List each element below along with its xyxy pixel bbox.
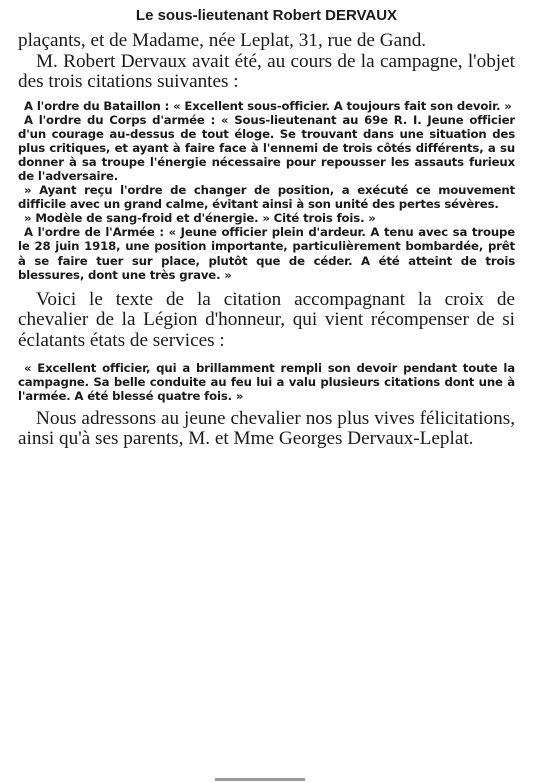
intro-paragraph-2: M. Robert Dervaux avait été, au cours de la campagne, l'objet des trois citations suivantes : — [18, 50, 515, 92]
closing-paragraph: Nous adressons au jeune chevalier nos plus vives félicitations, ainsi qu'à ses parents, M. et Mme Georges Dervaux-Leplat. — [18, 407, 515, 449]
citation-armee: A l'ordre de l'Armée : « Jeune officier plein d'ardeur. A tenu avec sa troupe le 28 juin 1918, une position importante, particulièrement bombardée, prêt à se faire tuer sur place, plutôt que de céder. A été atteint de trois blessures, dont une très grave. » — [18, 225, 515, 282]
citation-bataillon: A l'ordre du Bataillon : « Excellent sous-officier. A toujours fait son devoir. » — [24, 98, 512, 113]
legion-citation: « Excellent officier, qui a brillamment rempli son devoir pendant toute la campagne. Sa belle conduite au feu lui a valu plusieurs citations dont une à l'armée. A été blessé quatre fois. » — [18, 361, 515, 404]
legion-intro-paragraph: Voici le texte de la citation accompagnant la croix de chevalier de la Légion d'honneur, qui vient récompenser de si éclatants états de services : — [18, 288, 515, 351]
bottom-divider — [215, 778, 305, 781]
citations-list — [18, 99, 515, 282]
citation-corps-armee-continued: » Ayant reçu l'ordre de changer de position, a exécuté ce mouvement difficile avec un grand calme, évitant ainsi à son unité des pertes sévères. — [18, 183, 515, 212]
citation-corps-armee-end: » Modèle de sang-froid et d'énergie. » Cité trois fois. » — [24, 211, 376, 226]
citation-corps-armee: A l'ordre du Corps d'armée : « Sous-lieutenant au 69e R. I. Jeune officier d'un courage au-dessus de tout éloge. Se trouvant dans une situation des plus critiques, et ayant à faire face à l'ennemi de trois côtés différents, a su donner à sa troupe l'énergie nécessaire pour repousser les assauts furieux de l'adversaire. — [18, 112, 515, 183]
intro-paragraph-1: plaçants, et de Madame, née Leplat, 31, rue de Gand. — [18, 30, 427, 51]
article-title: Le sous-lieutenant Robert DERVAUX — [135, 7, 398, 24]
